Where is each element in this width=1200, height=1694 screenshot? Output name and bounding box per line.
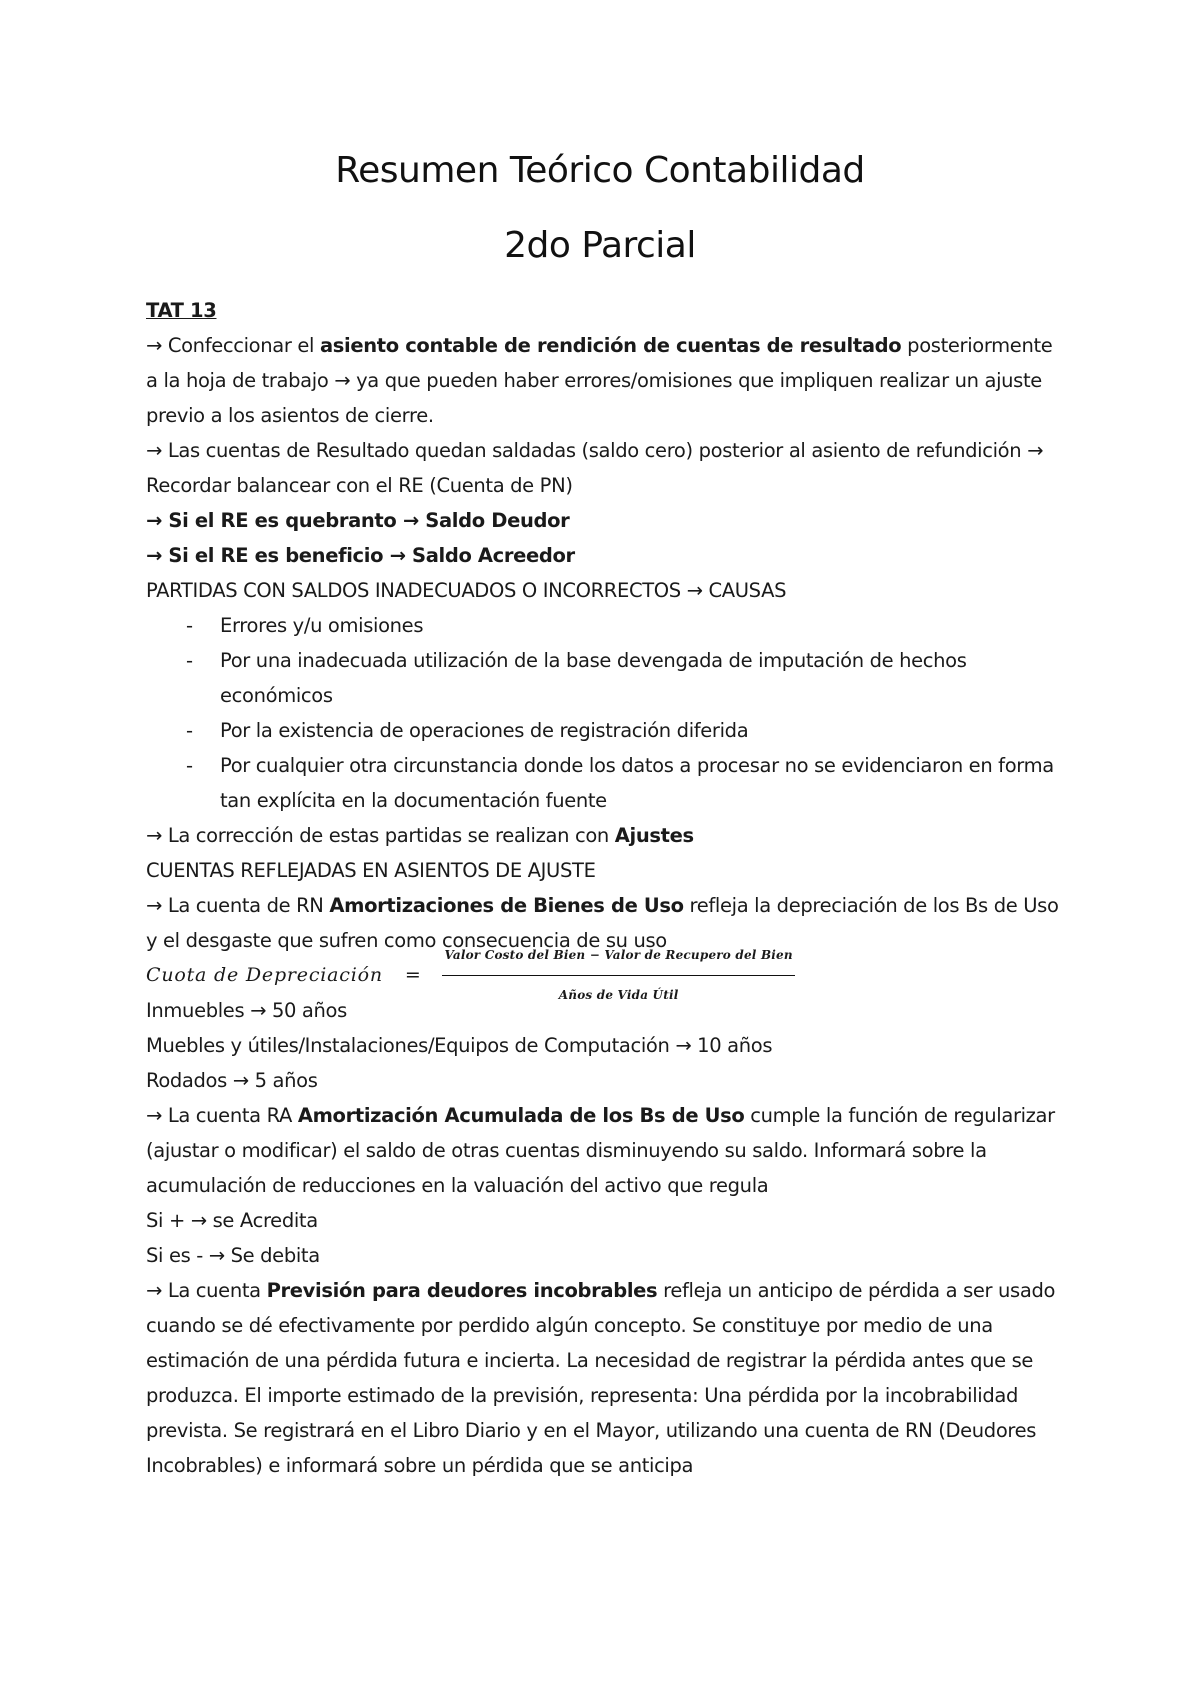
paragraph-amortizacion-acumulada: → La cuenta RA Amortización Acumulada de los Bs de Uso cumple la función de regularizar (ajustar o modificar) el saldo de otras cuentas disminuyendo su saldo. Informará sobre la acumulación de reducciones en la valuación del activo que regula	[146, 1104, 1055, 1197]
paragraph-cuentas-resultado: → Las cuentas de Resultado quedan saldadas (saldo cero) posterior al asiento de refundición → Recordar balancear con el RE (Cuenta de PN)	[146, 439, 1044, 497]
paragraph-asiento: → Confeccionar el asiento contable de rendición de cuentas de resultado posteriormente a la hoja de trabajo → ya que pueden haber errores/omisiones que impliquen realizar un ajuste previo a los asientos de cierre.	[146, 334, 1053, 427]
paragraph-beneficio: → Si el RE es beneficio → Saldo Acreedor	[146, 544, 575, 567]
paragraph-quebranto: → Si el RE es quebranto → Saldo Deudor	[146, 509, 570, 532]
line-rodados: Rodados → 5 años	[146, 1069, 318, 1092]
document-subtitle: 2do Parcial	[504, 225, 696, 266]
list-item: - Errores y/u omisiones	[186, 614, 424, 637]
partidas-heading: PARTIDAS CON SALDOS INADECUADOS O INCORRECTOS → CAUSAS	[146, 579, 787, 602]
paragraph-prevision: → La cuenta Previsión para deudores incobrables refleja un anticipo de pérdida a ser usado cuando se dé efectivamente por perdido algún concepto. Se constituye por medio de una estimación de una pérdida futura e incierta. La necesidad de registrar la pérdida antes que se produzca. El importe estimado de la previsión, representa: Una pérdida por la incobrabilidad prevista. Se registrará en el Libro Diario y en el Mayor, utilizando una cuenta de RN (Deudores Incobrables) e informará sobre un pérdida que se anticipa	[146, 1279, 1056, 1477]
depreciation-formula	[146, 948, 1066, 1002]
formula-lhs: Cuota de Depreciación	[146, 964, 383, 986]
line-inmuebles: Inmuebles → 50 años	[146, 999, 347, 1022]
formula-numerator: Valor Costo del Bien − Valor de Recupero del Bien	[442, 938, 794, 976]
document-title: Resumen Teórico Contabilidad	[335, 150, 865, 191]
formula-equals: =	[404, 964, 421, 986]
list-item: - Por la existencia de operaciones de registración diferida	[186, 719, 749, 742]
document-body	[146, 293, 1066, 1483]
paragraph-ajustes: → La corrección de estas partidas se realizan con Ajustes	[146, 824, 694, 847]
section-heading: TAT 13	[146, 299, 217, 322]
list-item: - Por cualquier otra circunstancia donde los datos a procesar no se evidenciaron en forma tan explícita en la documentación fuente	[186, 754, 1054, 812]
causes-list	[146, 608, 1066, 818]
line-muebles: Muebles y útiles/Instalaciones/Equipos de Computación → 10 años	[146, 1034, 773, 1057]
paragraph-amortizaciones: → La cuenta de RN Amortizaciones de Bienes de Uso refleja la depreciación de los Bs de Uso y el desgaste que sufren como consecuencia de su uso	[146, 894, 1059, 952]
ajuste-heading: CUENTAS REFLEJADAS EN ASIENTOS DE AJUSTE	[146, 859, 596, 882]
formula-fraction	[442, 938, 794, 1013]
line-debita: Si es - → Se debita	[146, 1244, 320, 1267]
line-acredita: Si + → se Acredita	[146, 1209, 318, 1232]
formula-denominator: Años de Vida Útil	[558, 988, 679, 1002]
list-item: - Por una inadecuada utilización de la base devengada de imputación de hechos económicos	[186, 649, 967, 707]
